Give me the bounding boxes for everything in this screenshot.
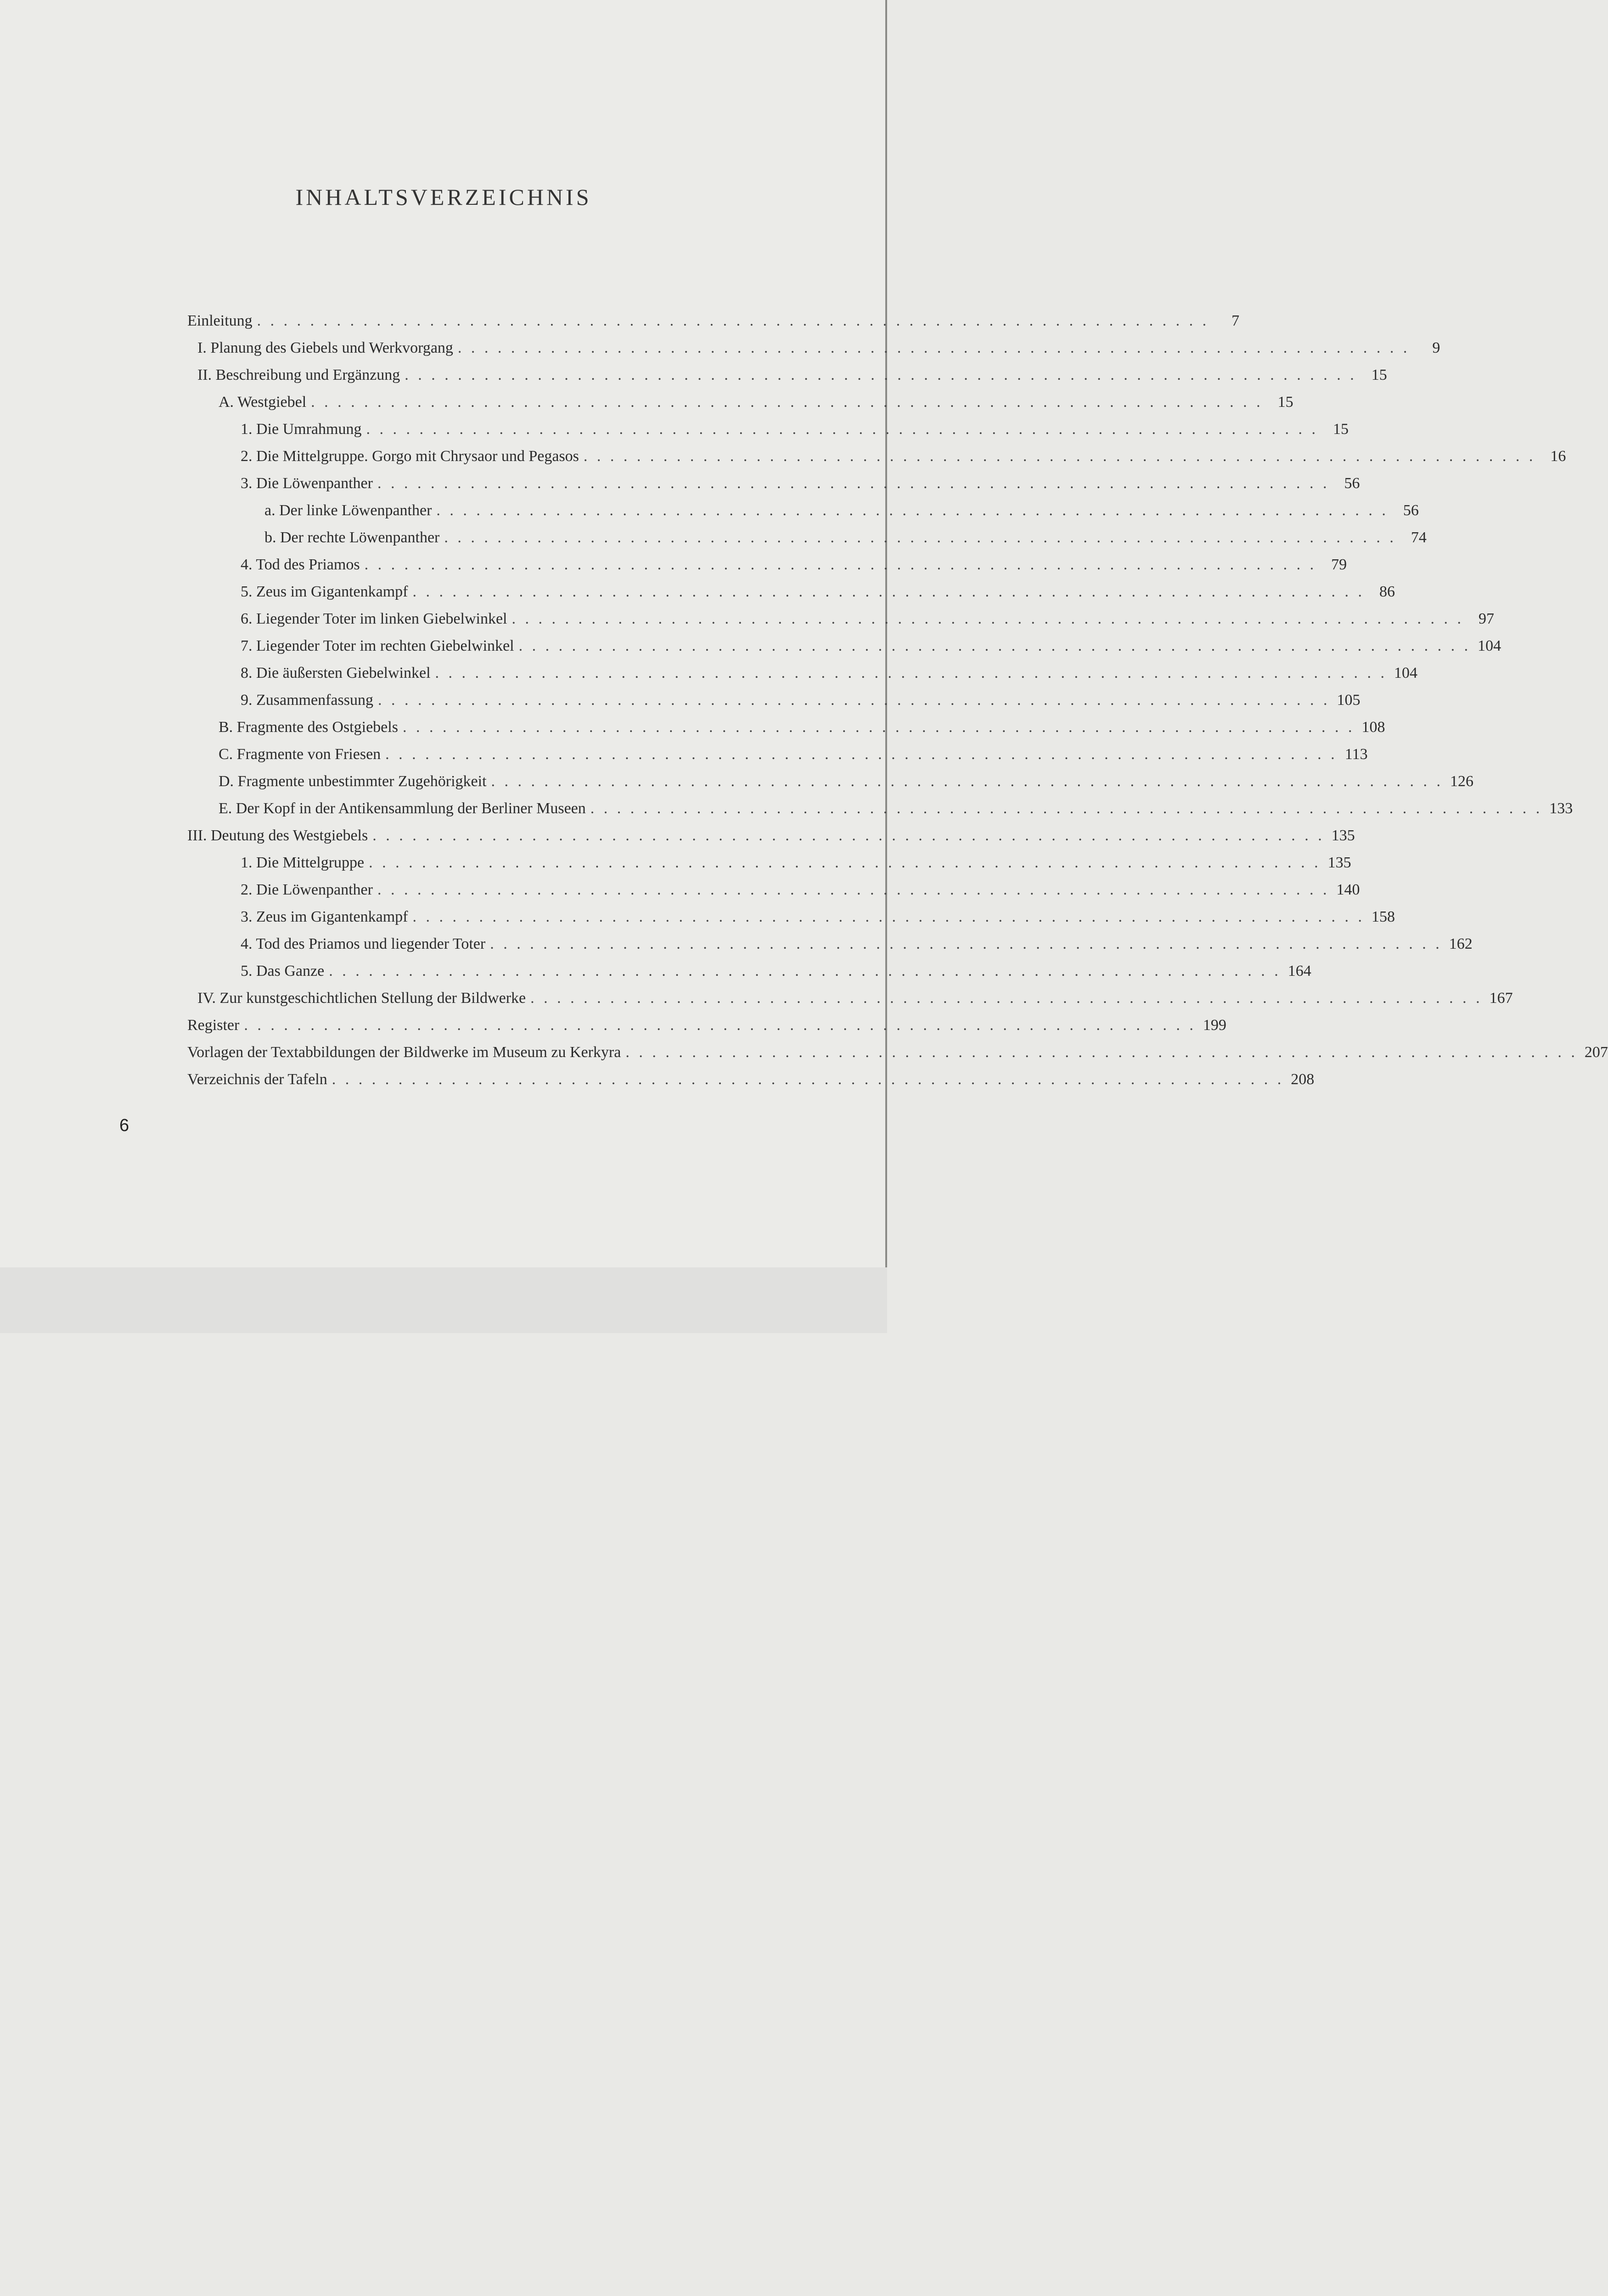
dot-leader: . . . . . . . . . . . . . . . . . . . . . . . . . . . . . . . . . . . . . . . . . . . . . . . . . . . . . . . . . . . . . . . . . . . . . . . .: [329, 962, 1281, 979]
toc-entry-label: 4. Tod des Priamos und liegender Toter: [241, 935, 486, 952]
dot-leader: . . . . . . . . . . . . . . . . . . . . . . . . . . . . . . . . . . . . . . . . . . . . . . . . . . . . . . . . . . . . . . . . . . . . . . . .: [436, 502, 1389, 519]
dot-leader: . . . . . . . . . . . . . . . . . . . . . . . . . . . . . . . . . . . . . . . . . . . . . . . . . . . . . . . . . . . . . . . . . . . . . . . .: [590, 800, 1543, 817]
toc-entry-page: 208: [1291, 1071, 1315, 1088]
toc-entry[interactable]: [187, 448, 1566, 475]
toc-entry-label: 1. Die Mittelgruppe: [241, 854, 365, 871]
toc-entry[interactable]: [187, 935, 1473, 962]
dot-leader: . . . . . . . . . . . . . . . . . . . . . . . . . . . . . . . . . . . . . . . . . . . . . . . . . . . . . . . . . . . . . . . . . . . . . . . .: [583, 448, 1536, 465]
dot-leader: . . . . . . . . . . . . . . . . . . . . . . . . . . . . . . . . . . . . . . . . . . . . . . . . . . . . . . . . . . . . . . . . . . . . . . . .: [491, 773, 1444, 790]
toc-entry-page: 126: [1450, 773, 1474, 790]
dot-leader: . . . . . . . . . . . . . . . . . . . . . . . . . . . . . . . . . . . . . . . . . . . . . . . . . . . . . . . . . . . . . . . . . . . . . . . .: [402, 719, 1355, 736]
toc-entry[interactable]: [187, 583, 1395, 610]
dot-leader: . . . . . . . . . . . . . . . . . . . . . . . . . . . . . . . . . . . . . . . . . . . . . . . . . . . . . . . . . . . . . . . . . . . . . . . .: [412, 583, 1365, 600]
toc-entry-page: 207: [1584, 1044, 1608, 1061]
toc-entry-label: D. Fragmente unbestimmter Zugehörigkeit: [219, 773, 487, 790]
dot-leader: . . . . . . . . . . . . . . . . . . . . . . . . . . . . . . . . . . . . . . . . . . . . . . . . . . . . . . . . . . . . . . . . . . . . . . . .: [530, 990, 1483, 1007]
toc-entry[interactable]: [187, 475, 1360, 502]
toc-entry-page: 79: [1331, 556, 1347, 573]
toc-entry-label: II. Beschreibung und Ergänzung: [197, 366, 400, 383]
dot-leader: . . . . . . . . . . . . . . . . . . . . . . . . . . . . . . . . . . . . . . . . . . . . . . . . . . . . . . . . . . . . . . . . . . . . . . . .: [518, 637, 1471, 654]
toc-entry-label: 2. Die Löwenpanther: [241, 881, 373, 898]
toc-entry-page: 113: [1344, 746, 1368, 763]
dot-leader: . . . . . . . . . . . . . . . . . . . . . . . . . . . . . . . . . . . . . . . . . . . . . . . . . . . . . . . . . . . . . . . . . . . . . . . .: [435, 664, 1388, 681]
toc-entry-page: 9: [1432, 339, 1440, 356]
toc-entry-page: 158: [1371, 908, 1395, 925]
page-number: 6: [119, 1116, 129, 1135]
toc-entry-label: Verzeichnis der Tafeln: [187, 1071, 327, 1088]
toc-entry[interactable]: [187, 692, 1361, 719]
toc-entry[interactable]: [187, 746, 1368, 773]
toc-entry-page: 15: [1277, 394, 1293, 411]
toc-entry-page: 7: [1231, 312, 1240, 329]
toc-entry-label: a. Der linke Löwenpanther: [264, 502, 432, 519]
table-of-contents: [187, 312, 1608, 1098]
toc-entry-label: C. Fragmente von Friesen: [219, 746, 381, 763]
dot-leader: . . . . . . . . . . . . . . . . . . . . . . . . . . . . . . . . . . . . . . . . . . . . . . . . . . . . . . . . . . . . . . . . . . . . . . . .: [625, 1044, 1578, 1061]
dot-leader: . . . . . . . . . . . . . . . . . . . . . . . . . . . . . . . . . . . . . . . . . . . . . . . . . . . . . . . . . . . . . . . . . . . . . . . .: [457, 339, 1410, 356]
toc-entry-page: 56: [1403, 502, 1419, 519]
toc-entry[interactable]: [187, 556, 1347, 583]
toc-entry-page: 135: [1331, 827, 1355, 844]
toc-entry-label: IV. Zur kunstgeschichtlichen Stellung der Bildwerke: [197, 990, 526, 1007]
toc-entry-label: 7. Liegender Toter im rechten Giebelwinkel: [241, 637, 514, 654]
toc-entry-page: 15: [1333, 421, 1349, 438]
dot-leader: . . . . . . . . . . . . . . . . . . . . . . . . . . . . . . . . . . . . . . . . . . . . . . . . . . . . . . . . . . . . . . . . . . . . . . . .: [512, 610, 1464, 627]
toc-entry[interactable]: [187, 421, 1349, 448]
toc-entry[interactable]: [187, 1017, 1226, 1044]
toc-entry-label: 9. Zusammenfassung: [241, 692, 373, 709]
toc-entry[interactable]: [187, 529, 1427, 556]
toc-entry[interactable]: [187, 637, 1501, 664]
dot-leader: . . . . . . . . . . . . . . . . . . . . . . . . . . . . . . . . . . . . . . . . . . . . . . . . . . . . . . . . . . . . . . . . . . . . . . . .: [377, 692, 1330, 709]
dot-leader: . . . . . . . . . . . . . . . . . . . . . . . . . . . . . . . . . . . . . . . . . . . . . . . . . . . . . . . . . . . . . . . . . . . . . . . .: [244, 1017, 1196, 1034]
toc-entry-label: I. Planung des Giebels und Werkvorgang: [197, 339, 453, 356]
toc-entry[interactable]: [187, 366, 1387, 394]
toc-entry[interactable]: [187, 1071, 1315, 1098]
toc-entry[interactable]: [187, 773, 1474, 800]
toc-entry-label: 2. Die Mittelgruppe. Gorgo mit Chrysaor und Pegasos: [241, 448, 579, 465]
toc-entry-page: 108: [1361, 719, 1385, 736]
dot-leader: . . . . . . . . . . . . . . . . . . . . . . . . . . . . . . . . . . . . . . . . . . . . . . . . . . . . . . . . . . . . . . . . . . . . . . . .: [490, 935, 1442, 952]
toc-entry-label: A. Westgiebel: [219, 394, 307, 411]
toc-entry-page: 162: [1449, 935, 1473, 952]
toc-entry[interactable]: [187, 800, 1573, 827]
page-title: INHALTSVERZEICHNIS: [295, 184, 592, 210]
toc-entry-label: Register: [187, 1017, 240, 1034]
toc-entry-page: 16: [1550, 448, 1566, 465]
toc-entry[interactable]: [187, 502, 1419, 529]
toc-entry-label: 3. Zeus im Gigantenkampf: [241, 908, 408, 925]
dot-leader: . . . . . . . . . . . . . . . . . . . . . . . . . . . . . . . . . . . . . . . . . . . . . . . . . . . . . . . . . . . . . . . . . . . . . . . .: [385, 746, 1338, 763]
toc-entry-label: b. Der rechte Löwenpanther: [264, 529, 440, 546]
footer-bar: [0, 1267, 887, 1333]
toc-entry-label: 4. Tod des Priamos: [241, 556, 360, 573]
toc-entry-label: 6. Liegender Toter im linken Giebelwinkel: [241, 610, 507, 627]
dot-leader: . . . . . . . . . . . . . . . . . . . . . . . . . . . . . . . . . . . . . . . . . . . . . . . . . . . . . . . . . . . . . . . . . . . . . . . .: [372, 827, 1325, 844]
dot-leader: . . . . . . . . . . . . . . . . . . . . . . . . . . . . . . . . . . . . . . . . . . . . . . . . . . . . . . . . . . . . . . . . . . . . . . . .: [332, 1071, 1284, 1088]
toc-entry[interactable]: [187, 394, 1293, 421]
toc-entry-page: 56: [1344, 475, 1360, 492]
dot-leader: . . . . . . . . . . . . . . . . . . . . . . . . . . . . . . . . . . . . . . . . . . . . . . . . . . . . . . . . . . . . . . . . . . . . . . . .: [377, 475, 1330, 492]
dot-leader: . . . . . . . . . . . . . . . . . . . . . . . . . . . . . . . . . . . . . . . . . . . . . . . . . . . . . . . . . . . . . . . . . . . . . . . .: [405, 366, 1357, 383]
toc-entry[interactable]: [187, 990, 1513, 1017]
toc-entry-page: 15: [1371, 366, 1387, 383]
toc-entry-page: 164: [1288, 962, 1311, 979]
dot-leader: . . . . . . . . . . . . . . . . . . . . . . . . . . . . . . . . . . . . . . . . . . . . . . . . . . . . . . . . . . . . . . . . . . . . . . . .: [377, 881, 1330, 898]
toc-entry-page: 133: [1549, 800, 1573, 817]
toc-entry-page: 104: [1478, 637, 1501, 654]
dot-leader: . . . . . . . . . . . . . . . . . . . . . . . . . . . . . . . . . . . . . . . . . . . . . . . . . . . . . . . . . . . . . . . . . . . . . . . .: [366, 421, 1318, 438]
toc-entry[interactable]: [187, 962, 1311, 990]
toc-entry-label: Einleitung: [187, 312, 253, 329]
toc-entry-label: 8. Die äußersten Giebelwinkel: [241, 664, 431, 681]
toc-entry-label: 3. Die Löwenpanther: [241, 475, 373, 492]
toc-entry-label: Vorlagen der Textabbildungen der Bildwerke im Museum zu Kerkyra: [187, 1044, 621, 1061]
toc-entry-page: 86: [1379, 583, 1395, 600]
toc-entry-label: 1. Die Umrahmung: [241, 421, 362, 438]
toc-entry-page: 97: [1479, 610, 1494, 627]
toc-entry-page: 104: [1394, 664, 1418, 681]
dot-leader: . . . . . . . . . . . . . . . . . . . . . . . . . . . . . . . . . . . . . . . . . . . . . . . . . . . . . . . . . . . . . . . . . . . . . . . .: [364, 556, 1317, 573]
toc-entry-label: E. Der Kopf in der Antikensammlung der Berliner Museen: [219, 800, 586, 817]
toc-entry[interactable]: [187, 854, 1351, 881]
toc-entry[interactable]: [187, 827, 1355, 854]
toc-entry[interactable]: [187, 1044, 1608, 1071]
toc-entry-label: III. Deutung des Westgiebels: [187, 827, 368, 844]
toc-entry-page: 135: [1327, 854, 1351, 871]
toc-entry[interactable]: [187, 610, 1494, 637]
dot-leader: . . . . . . . . . . . . . . . . . . . . . . . . . . . . . . . . . . . . . . . . . . . . . . . . . . . . . . . . . . . . . . . . . . . . . . . .: [311, 394, 1263, 411]
toc-entry-page: 140: [1336, 881, 1360, 898]
toc-entry-page: 167: [1489, 990, 1513, 1007]
dot-leader: . . . . . . . . . . . . . . . . . . . . . . . . . . . . . . . . . . . . . . . . . . . . . . . . . . . . . . . . . . . . . . . . . . . . . . . .: [444, 529, 1396, 546]
dot-leader: . . . . . . . . . . . . . . . . . . . . . . . . . . . . . . . . . . . . . . . . . . . . . . . . . . . . . . . . . . . . . . . . . . . . . . . .: [257, 312, 1209, 329]
toc-entry[interactable]: [187, 908, 1395, 935]
toc-entry[interactable]: [187, 881, 1360, 908]
toc-entry-page: 74: [1411, 529, 1427, 546]
dot-leader: . . . . . . . . . . . . . . . . . . . . . . . . . . . . . . . . . . . . . . . . . . . . . . . . . . . . . . . . . . . . . . . . . . . . . . . .: [412, 908, 1365, 925]
toc-entry[interactable]: [187, 719, 1385, 746]
toc-entry[interactable]: [187, 312, 1240, 339]
toc-entry-label: 5. Das Ganze: [241, 962, 325, 979]
toc-entry-label: B. Fragmente des Ostgiebels: [219, 719, 398, 736]
toc-entry-page: 105: [1337, 692, 1361, 709]
toc-entry-page: 199: [1203, 1017, 1226, 1034]
dot-leader: . . . . . . . . . . . . . . . . . . . . . . . . . . . . . . . . . . . . . . . . . . . . . . . . . . . . . . . . . . . . . . . . . . . . . . . .: [369, 854, 1321, 871]
toc-entry-label: 5. Zeus im Gigantenkampf: [241, 583, 408, 600]
toc-entry[interactable]: [187, 339, 1440, 366]
toc-entry[interactable]: [187, 664, 1418, 692]
